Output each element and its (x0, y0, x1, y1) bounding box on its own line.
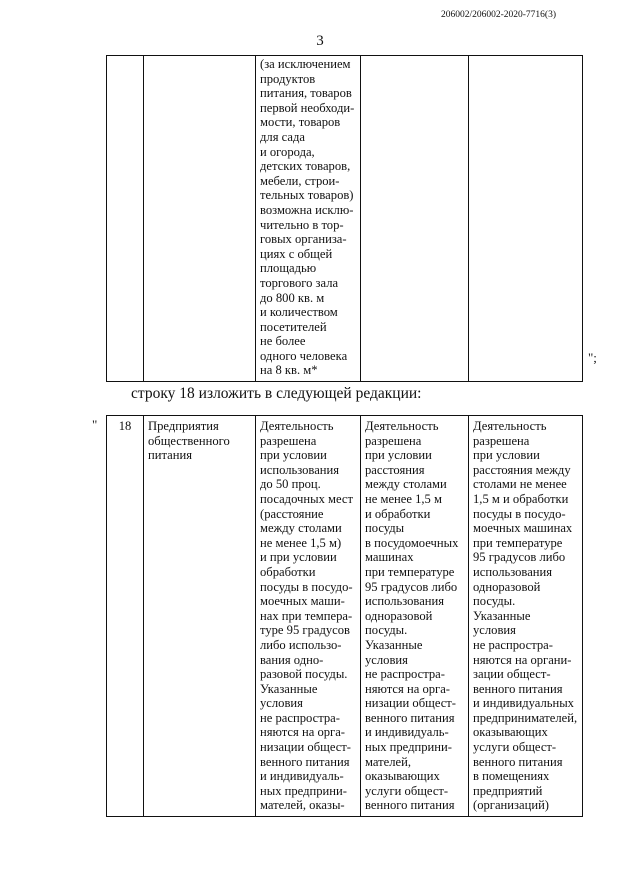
cell-line: одноразовой (473, 579, 541, 594)
cell-line: при условии (473, 448, 540, 463)
table-cell-empty (361, 56, 469, 382)
cell-line: питания (148, 448, 192, 463)
table-cell-text (256, 56, 361, 382)
cell-line: не распростра- (473, 637, 553, 652)
cell-line: няются на органи- (473, 652, 572, 667)
cell-line: 95 градусов либо (473, 550, 566, 565)
cell-line: при температуре (365, 564, 455, 579)
cell-line: машинах (365, 550, 414, 565)
table-cell-empty (469, 56, 583, 382)
cell-line: использования (365, 594, 445, 609)
cell-line: тельных товаров) (260, 188, 354, 203)
cell-lines (260, 419, 356, 813)
cell-line: общественного (148, 433, 230, 448)
cell-line: посадочных мест (260, 491, 354, 506)
cell-line: венного питания (473, 681, 563, 696)
cell-line: Указанные (365, 637, 423, 652)
cell-line: няются на орга- (260, 725, 345, 740)
cell-line: до 50 проц. (260, 477, 321, 492)
cell-line: не более (260, 334, 306, 349)
cell-line: посуды в посудо- (260, 579, 353, 594)
cell-lines (473, 419, 578, 813)
table-cell-text (469, 416, 583, 817)
cell-line: венного питания (473, 754, 563, 769)
cell-line: детских товаров, (260, 159, 351, 174)
cell-line: продуктов (260, 71, 316, 86)
cell-line: в посудомоечных (365, 535, 459, 550)
row-number (107, 416, 144, 817)
cell-line: и при условии (260, 550, 337, 565)
row-number-text: 18 (118, 419, 132, 433)
cell-line: циях с общей (260, 246, 333, 261)
cell-line: услуги общест- (365, 783, 449, 798)
cell-line: чительно в тор- (260, 217, 344, 232)
cell-line: Деятельность (365, 419, 439, 433)
cell-line: и индивидуаль- (365, 725, 449, 740)
table-cell-enterprise (144, 416, 256, 817)
cell-lines (365, 419, 464, 813)
cell-line: Указанные (260, 681, 318, 696)
cell-line: посетителей (260, 319, 327, 334)
cell-line: условия (473, 623, 516, 638)
cell-line: вания одно- (260, 652, 324, 667)
cell-line: в помещениях (473, 769, 550, 784)
cell-line: питания, товаров (260, 86, 352, 101)
cell-lines (148, 419, 251, 463)
cell-line: торгового зала (260, 275, 339, 290)
cell-line: и количеством (260, 305, 338, 320)
cell-line: говых организа- (260, 232, 347, 247)
cell-line: при температуре (473, 535, 563, 550)
cell-line: использования (473, 564, 553, 579)
cell-line: разрешена (473, 433, 530, 448)
cell-line: и индивидуальных (473, 696, 574, 711)
cell-line: предпринимателей, (473, 710, 578, 725)
cell-line: низации общест- (365, 696, 457, 711)
cell-line: обработки (260, 564, 316, 579)
cell-line: оказывающих (473, 725, 548, 740)
top-table (106, 55, 583, 382)
cell-line: Деятельность (260, 419, 334, 433)
cell-line: посуды. (473, 594, 516, 609)
cell-line: разрешена (260, 433, 317, 448)
cell-line: 1,5 м и обработки (473, 491, 569, 506)
cell-line: мости, товаров (260, 115, 341, 130)
cell-line: при условии (365, 448, 432, 463)
document-id: 206002/206002-2020-7716(3) (440, 10, 556, 20)
cell-line: первой необходи- (260, 100, 355, 115)
table-row (107, 56, 583, 382)
cell-line: мебели, строи- (260, 173, 340, 188)
cell-line: расстояния (365, 462, 425, 477)
table-cell-text (256, 416, 361, 817)
table-cell-enterprise (144, 56, 256, 382)
cell-line: не менее 1,5 м) (260, 535, 342, 550)
cell-line: при условии (260, 448, 327, 463)
cell-line: мателей, (365, 754, 412, 769)
cell-line: и огорода, (260, 144, 315, 159)
cell-line: низации общест- (260, 740, 352, 755)
cell-line: разрешена (365, 433, 422, 448)
cell-line: до 800 кв. м (260, 290, 325, 305)
table-row (107, 416, 583, 817)
cell-line: посуды. (365, 623, 408, 638)
table-cell-number (107, 56, 144, 382)
cell-line: мателей, оказы- (260, 798, 345, 813)
cell-line: (за исключением (260, 57, 351, 71)
cell-line: (организаций) (473, 798, 549, 813)
cell-line: услуги общест- (473, 740, 557, 755)
cell-line: не распростра- (365, 667, 445, 682)
cell-line: туре 95 градусов (260, 623, 351, 638)
cell-line: моечных маши- (260, 594, 345, 609)
cell-line: посуды (365, 521, 405, 536)
cell-line: посуды в посудо- (473, 506, 566, 521)
cell-line: Указанные (473, 608, 531, 623)
opening-quote: " (92, 417, 98, 432)
closing-quote: "; (588, 350, 597, 365)
cell-line: Предприятия (148, 419, 219, 433)
main-table (106, 415, 583, 817)
cell-line: зации общест- (473, 667, 551, 682)
cell-line: венного питания (365, 798, 455, 813)
cell-line: нах при темпера- (260, 608, 353, 623)
cell-line: венного питания (365, 710, 455, 725)
cell-line: (расстояние (260, 506, 324, 521)
cell-line: возможна исклю- (260, 202, 354, 217)
cell-line: няются на орга- (365, 681, 450, 696)
cell-lines (260, 57, 356, 378)
cell-line: между столами (365, 477, 447, 492)
cell-line: предприятий (473, 783, 543, 798)
page-number: 3 (316, 33, 324, 49)
cell-line: ных предприни- (260, 783, 347, 798)
cell-line: не менее 1,5 м (365, 491, 442, 506)
cell-line: ных предприни- (365, 740, 452, 755)
cell-line: одного человека (260, 348, 348, 363)
cell-line: и индивидуаль- (260, 769, 344, 784)
cell-line: и обработки (365, 506, 431, 521)
cell-line: 95 градусов либо (365, 579, 458, 594)
table-cell-text (361, 416, 469, 817)
cell-line: условия (365, 652, 408, 667)
cell-line: площадью (260, 261, 317, 276)
cell-line: столами не менее (473, 477, 567, 492)
cell-line: Деятельность (473, 419, 547, 433)
cell-line: разовой посуды. (260, 667, 348, 682)
cell-line: между столами (260, 521, 342, 536)
cell-line: оказывающих (365, 769, 440, 784)
cell-line: использования (260, 462, 340, 477)
cell-line: одноразовой (365, 608, 433, 623)
cell-line: для сада (260, 129, 305, 144)
intro-paragraph: строку 18 изложить в следующей редакции: (131, 385, 422, 402)
cell-line: условия (260, 696, 303, 711)
cell-line: либо использо- (260, 637, 342, 652)
cell-line: моечных машинах (473, 521, 573, 536)
cell-line: не распростра- (260, 710, 340, 725)
cell-line: расстояния между (473, 462, 571, 477)
cell-line: венного питания (260, 754, 350, 769)
cell-line: на 8 кв. м* (260, 363, 318, 378)
